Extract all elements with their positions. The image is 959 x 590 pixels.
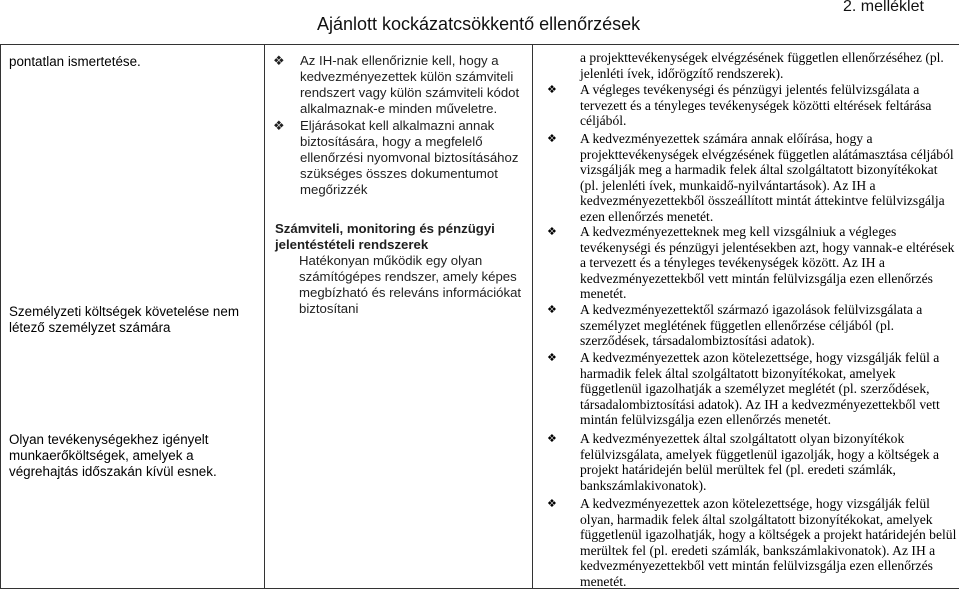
risk-column xyxy=(1,45,264,585)
diamond-bullet-icon: ❖ xyxy=(547,131,557,147)
annex-label: 2. melléklet xyxy=(843,0,959,17)
risk-text: Személyzeti költségek követelése nem létező személyzet számára xyxy=(9,304,259,336)
controls-cell xyxy=(265,45,533,589)
continuation-text: a projekttevékenységek elvégzésének független ellenőrzéséhez (pl. jelenléti ívek, időrögzítő rendszerek). xyxy=(580,50,955,81)
checks-cell xyxy=(533,45,959,589)
list-item-text: A kedvezményezettek azon kötelezettsége, hogy vizsgálják felül olyan, harmadik felek által szolgáltatott bizonyítékokat, amelyek függetlenül igazolhatják, hogy a költségek a projekt határidején belül merültek fel (pl. eredeti számlák, bankszámlakivonatok). Az IH a kedvezményezettekből vett mintán felülvizsgálja ezen ellenőrzés menetét. xyxy=(547,496,957,590)
risk-text: pontatlan ismertetése. xyxy=(9,54,259,70)
diamond-bullet-icon: ❖ xyxy=(273,53,285,69)
list-item-text: A kedvezményezettek azon kötelezettsége, hogy vizsgálják felül a harmadik felek által szolgáltatott bizonyítékokat, amelyek függetlenül igazolhatják a személyzet meglétét (pl. szerződések, társadalombiztosítási adatok). Az IH a kedvezményezettekből vett mintán felülvizsgálja ezen ellenőrzés menetét. xyxy=(547,350,957,428)
list-item xyxy=(547,82,957,129)
list-item-text: A kedvezményezettek számára annak előírása, hogy a projekttevékenységek elvégzésének független alátámasztása céljából vizsgálják meg a harmadik felek által szolgáltatott bizonyítékokat (pl. jelenléti ívek, munkaidő-nyilvántartások). Az IH a kedvezményezettekből összeállított mintát áttekintve felülvizsgálja ezen ellenőrzés menetét. xyxy=(547,131,957,225)
table-row xyxy=(1,45,959,589)
diamond-bullet-icon: ❖ xyxy=(547,431,557,447)
diamond-bullet-icon: ❖ xyxy=(547,350,557,366)
risk-text: Olyan tevékenységekhez igényelt munkaerőköltségek, amelyek a végrehajtás időszakán kívül esnek. xyxy=(9,432,259,480)
controls-table xyxy=(0,44,959,589)
list-item xyxy=(547,131,957,225)
list-item-text: A kedvezményezetteknek meg kell vizsgálniuk a végleges tevékenységi és pénzügyi jelentésekben azt, hogy vannak-e eltérések a tervezett és a tényleges tevékenységek között. Az IH a kedvezményezettekből vett mintán felülvizsgálja ezen ellenőrzés menetét. xyxy=(547,224,957,302)
list-item-text: Az IH-nak ellenőriznie kell, hogy a kedvezményezettek külön számviteli rendszert vagy külön számviteli kódot alkalmaznak-e minden műveletre. xyxy=(273,53,529,117)
list-item xyxy=(273,118,529,198)
list-item-text: A kedvezményezettek által szolgáltatott olyan bizonyítékok felülvizsgálata, amelyek függetlenül igazolják, hogy a költségek a projekt határidején belül merültek fel (pl. eredeti számlák, bankszámlakivonatok). xyxy=(547,431,957,493)
diamond-bullet-icon: ❖ xyxy=(273,118,285,134)
diamond-bullet-icon: ❖ xyxy=(547,82,557,98)
list-item xyxy=(547,431,957,493)
list-item-text: A végleges tevékenységi és pénzügyi jelentés felülvizsgálata a tervezett és a tényleges tevékenységek közötti eltérések feltárása céljából. xyxy=(547,82,957,129)
diamond-bullet-icon: ❖ xyxy=(547,496,557,512)
section-heading: Számviteli, monitoring és pénzügyi jelentéstételi rendszerek xyxy=(275,221,525,253)
section-text: Hatékonyan működik egy olyan számítógépes rendszer, amely képes megbízható és releváns információkat biztosítani xyxy=(299,253,525,317)
list-item xyxy=(547,496,957,590)
diamond-bullet-icon: ❖ xyxy=(547,224,557,240)
diamond-bullet-icon: ❖ xyxy=(547,302,557,318)
list-item xyxy=(273,53,529,117)
controls-column xyxy=(265,45,532,585)
list-item xyxy=(547,224,957,302)
list-item xyxy=(547,350,957,428)
list-item-text: A kedvezményezettektől származó igazolások felülvizsgálata a személyzet meglétének független ellenőrzése céljából (pl. szerződések, társadalombiztosítási adatok). xyxy=(547,302,957,349)
list-item-text: Eljárásokat kell alkalmazni annak biztosítására, hogy a megfelelő ellenőrzési nyomvonal biztosításához szükséges összes dokumentumot megőrizzék xyxy=(273,118,529,198)
list-item xyxy=(547,302,957,349)
risk-cell xyxy=(1,45,265,589)
checks-column xyxy=(533,45,959,585)
page-title: Ajánlott kockázatcsökkentő ellenőrzések xyxy=(317,13,697,35)
